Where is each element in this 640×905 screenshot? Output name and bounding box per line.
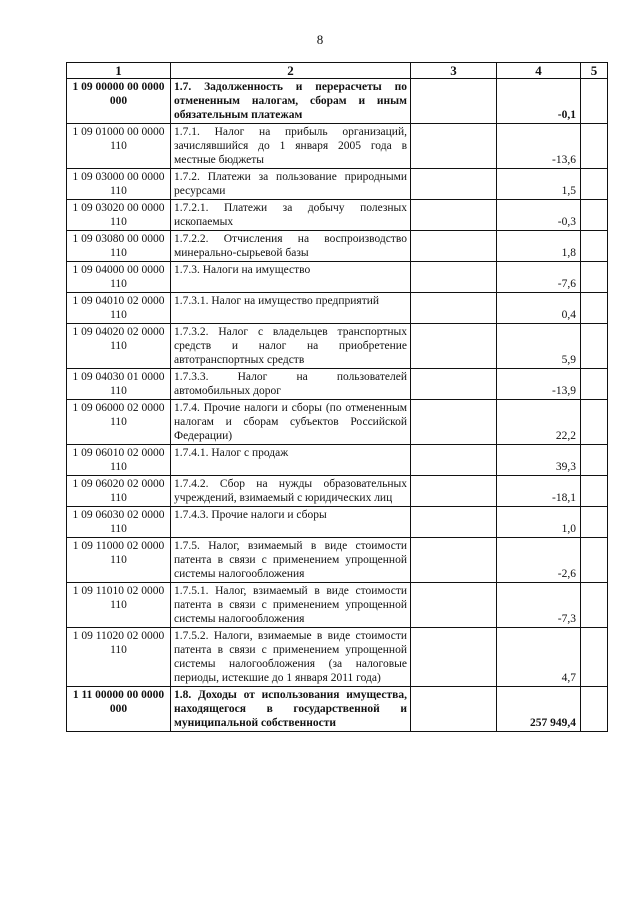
name-cell: 1.7.3. Налоги на имущество xyxy=(171,262,411,293)
amount-cell: -2,6 xyxy=(497,538,581,583)
code-cell: 1 09 06020 02 0000 110 xyxy=(67,476,171,507)
col3-cell xyxy=(411,400,497,445)
amount-cell: -18,1 xyxy=(497,476,581,507)
code-cell: 1 09 06010 02 0000 110 xyxy=(67,445,171,476)
col3-cell xyxy=(411,583,497,628)
col3-cell xyxy=(411,169,497,200)
header-col-2: 2 xyxy=(171,63,411,79)
name-cell: 1.7.5. Налог, взимаемый в виде стоимости патента в связи с применением упрощенной системы налогообложения xyxy=(171,538,411,583)
amount-cell: 1,0 xyxy=(497,507,581,538)
name-cell: 1.7. Задолженность и перерасчеты по отмененным налогам, сборам и иным обязательным платежам xyxy=(171,79,411,124)
name-cell: 1.7.4.3. Прочие налоги и сборы xyxy=(171,507,411,538)
amount-cell: -13,9 xyxy=(497,369,581,400)
code-cell: 1 09 04020 02 0000 110 xyxy=(67,324,171,369)
col5-cell xyxy=(581,262,608,293)
col3-cell xyxy=(411,79,497,124)
header-col-3: 3 xyxy=(411,63,497,79)
col5-cell xyxy=(581,687,608,732)
code-cell: 1 09 06030 02 0000 110 xyxy=(67,507,171,538)
col5-cell xyxy=(581,538,608,583)
name-cell: 1.7.3.2. Налог с владельцев транспортных средств и налог на приобретение автотранспортных средств xyxy=(171,324,411,369)
code-cell: 1 09 03020 00 0000 110 xyxy=(67,200,171,231)
table-row xyxy=(67,400,608,445)
table-row xyxy=(67,507,608,538)
col5-cell xyxy=(581,124,608,169)
name-cell: 1.7.3.3. Налог на пользователей автомобильных дорог xyxy=(171,369,411,400)
code-cell: 1 09 01000 00 0000 110 xyxy=(67,124,171,169)
name-cell: 1.7.2.2. Отчисления на воспроизводство минерально-сырьевой базы xyxy=(171,231,411,262)
amount-cell: -0,1 xyxy=(497,79,581,124)
code-cell: 1 09 03000 00 0000 110 xyxy=(67,169,171,200)
name-cell: 1.7.2. Платежи за пользование природными ресурсами xyxy=(171,169,411,200)
code-cell: 1 09 00000 00 0000 000 xyxy=(67,79,171,124)
col3-cell xyxy=(411,445,497,476)
code-cell: 1 09 11010 02 0000 110 xyxy=(67,583,171,628)
header-col-1: 1 xyxy=(67,63,171,79)
table-row xyxy=(67,293,608,324)
col5-cell xyxy=(581,583,608,628)
table-row xyxy=(67,369,608,400)
table-row xyxy=(67,79,608,124)
col5-cell xyxy=(581,476,608,507)
col3-cell xyxy=(411,200,497,231)
table-row xyxy=(67,687,608,732)
table-row xyxy=(67,200,608,231)
table-row xyxy=(67,262,608,293)
code-cell: 1 09 04030 01 0000 110 xyxy=(67,369,171,400)
table-row xyxy=(67,231,608,262)
name-cell: 1.7.2.1. Платежи за добычу полезных ископаемых xyxy=(171,200,411,231)
table-row xyxy=(67,324,608,369)
name-cell: 1.7.1. Налог на прибыль организаций, зачислявшийся до 1 января 2005 года в местные бюджеты xyxy=(171,124,411,169)
table-row xyxy=(67,583,608,628)
code-cell: 1 09 04010 02 0000 110 xyxy=(67,293,171,324)
col3-cell xyxy=(411,293,497,324)
amount-cell: -0,3 xyxy=(497,200,581,231)
code-cell: 1 09 04000 00 0000 110 xyxy=(67,262,171,293)
name-cell: 1.7.4.2. Сбор на нужды образовательных учреждений, взимаемый с юридических лиц xyxy=(171,476,411,507)
name-cell: 1.7.3.1. Налог на имущество предприятий xyxy=(171,293,411,324)
code-cell: 1 11 00000 00 0000 000 xyxy=(67,687,171,732)
col3-cell xyxy=(411,231,497,262)
amount-cell: 0,4 xyxy=(497,293,581,324)
amount-cell: 5,9 xyxy=(497,324,581,369)
header-col-5: 5 xyxy=(581,63,608,79)
table-row xyxy=(67,124,608,169)
name-cell: 1.7.4. Прочие налоги и сборы (по отмененным налогам и сборам субъектов Российской Федерации) xyxy=(171,400,411,445)
col3-cell xyxy=(411,262,497,293)
col5-cell xyxy=(581,507,608,538)
amount-cell: 39,3 xyxy=(497,445,581,476)
amount-cell: 1,5 xyxy=(497,169,581,200)
code-cell: 1 09 06000 02 0000 110 xyxy=(67,400,171,445)
table-row xyxy=(67,169,608,200)
code-cell: 1 09 03080 00 0000 110 xyxy=(67,231,171,262)
col3-cell xyxy=(411,476,497,507)
amount-cell: 22,2 xyxy=(497,400,581,445)
page-number: 8 xyxy=(316,32,324,47)
col3-cell xyxy=(411,687,497,732)
amount-cell: -7,6 xyxy=(497,262,581,293)
code-cell: 1 09 11020 02 0000 110 xyxy=(67,628,171,687)
name-cell: 1.8. Доходы от использования имущества, находящегося в государственной и муниципальной собственности xyxy=(171,687,411,732)
col5-cell xyxy=(581,169,608,200)
revenue-table xyxy=(66,62,608,732)
amount-cell: -13,6 xyxy=(497,124,581,169)
col5-cell xyxy=(581,293,608,324)
amount-cell: 1,8 xyxy=(497,231,581,262)
col5-cell xyxy=(581,324,608,369)
col5-cell xyxy=(581,445,608,476)
col3-cell xyxy=(411,628,497,687)
table-body xyxy=(67,79,608,732)
col3-cell xyxy=(411,324,497,369)
amount-cell: -7,3 xyxy=(497,583,581,628)
col5-cell xyxy=(581,200,608,231)
code-cell: 1 09 11000 02 0000 110 xyxy=(67,538,171,583)
col3-cell xyxy=(411,369,497,400)
col5-cell xyxy=(581,369,608,400)
name-cell: 1.7.4.1. Налог с продаж xyxy=(171,445,411,476)
name-cell: 1.7.5.1. Налог, взимаемый в виде стоимости патента в связи с применением упрощенной системы налогообложения xyxy=(171,583,411,628)
col5-cell xyxy=(581,628,608,687)
table-row xyxy=(67,628,608,687)
table-header-row xyxy=(67,63,608,79)
table-row xyxy=(67,476,608,507)
col3-cell xyxy=(411,507,497,538)
name-cell: 1.7.5.2. Налоги, взимаемые в виде стоимости патента в связи с применением упрощенной системы налогообложения (за налоговые периоды, истекшие до 1 января 2011 года) xyxy=(171,628,411,687)
header-col-4: 4 xyxy=(497,63,581,79)
col5-cell xyxy=(581,79,608,124)
table-row xyxy=(67,445,608,476)
col5-cell xyxy=(581,400,608,445)
col3-cell xyxy=(411,124,497,169)
col5-cell xyxy=(581,231,608,262)
col3-cell xyxy=(411,538,497,583)
amount-cell: 4,7 xyxy=(497,628,581,687)
amount-cell: 257 949,4 xyxy=(497,687,581,732)
table-row xyxy=(67,538,608,583)
